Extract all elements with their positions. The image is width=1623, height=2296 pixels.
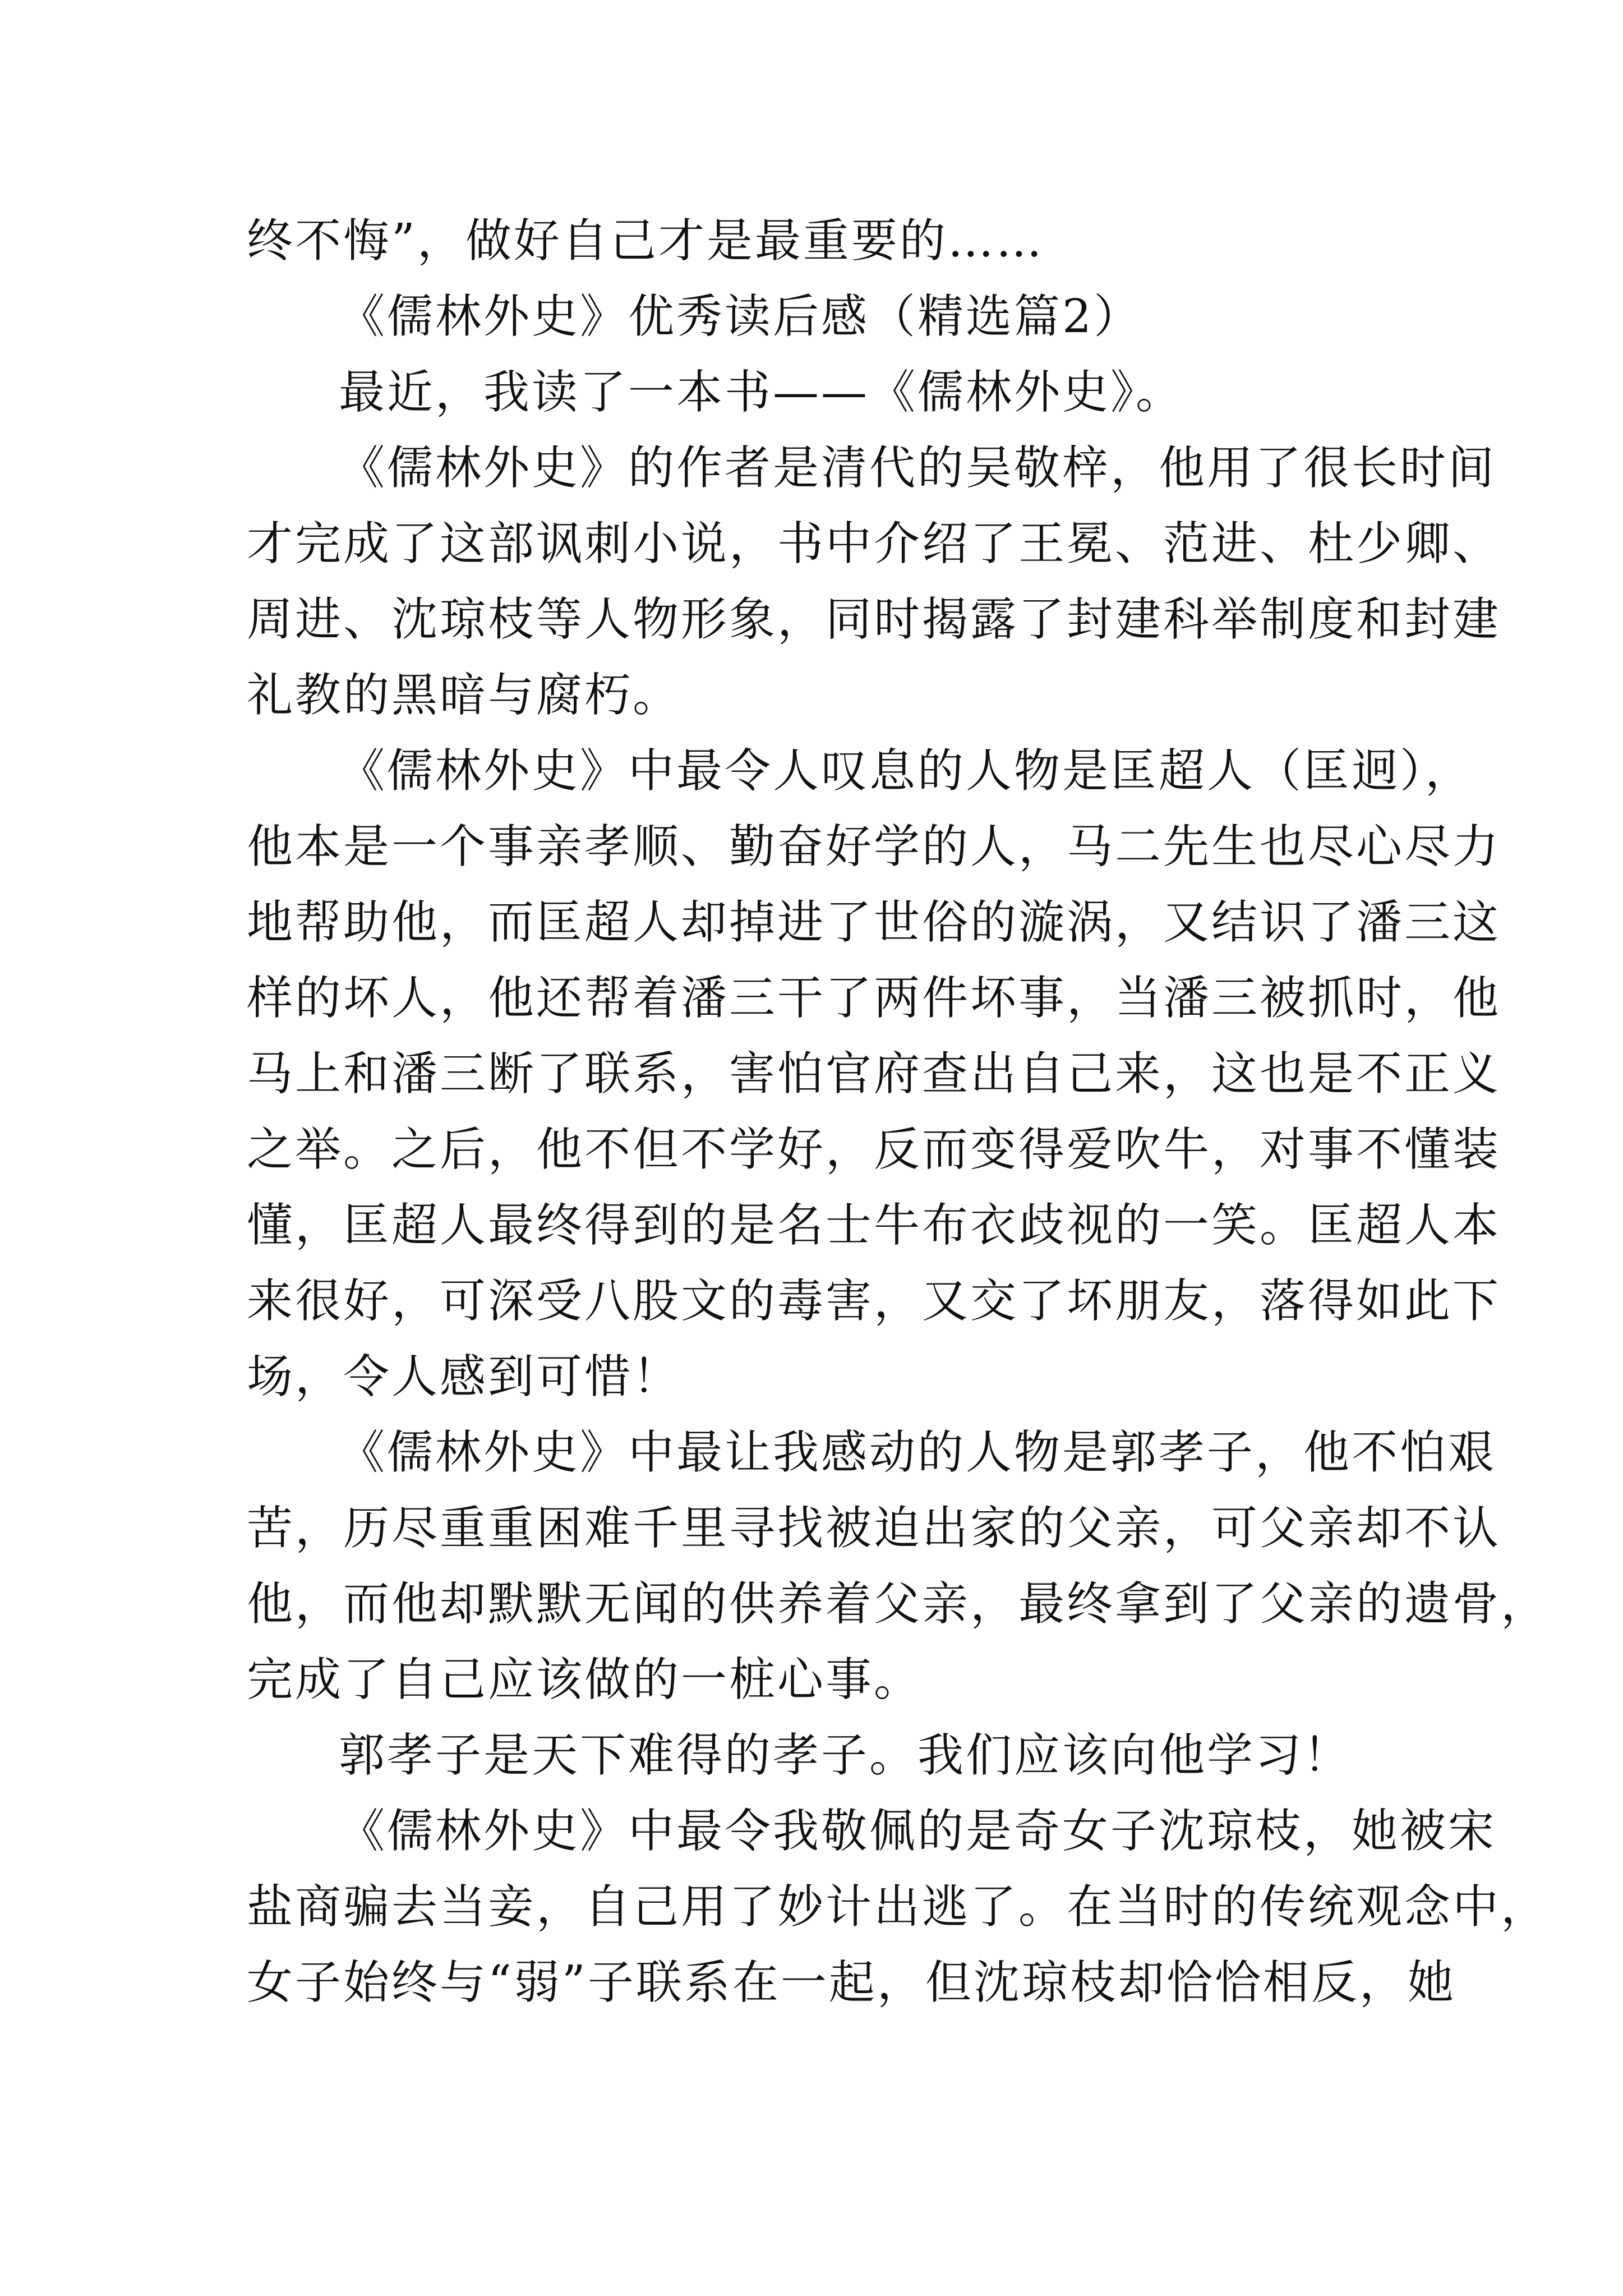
text-line: 礼教的黑暗与腐朽。 [247, 669, 681, 722]
text-line: 之举。之后，他不但不学好，反而变得爱吹牛，对事不懂装 [247, 1123, 1501, 1176]
text-line: 《儒林外史》的作者是清代的吴敬梓，他用了很长时间 [339, 441, 1497, 495]
text-line: 他本是一个事亲孝顺、勤奋好学的人，马二先生也尽心尽力 [247, 820, 1501, 873]
text-line: 才完成了这部讽刺小说，书中介绍了王冕、范进、杜少卿、 [247, 517, 1501, 570]
text-line: 样的坏人，他还帮着潘三干了两件坏事，当潘三被抓时，他 [247, 972, 1501, 1025]
text-line: 周进、沈琼枝等人物形象，同时揭露了封建科举制度和封建 [247, 593, 1501, 646]
text-line: 场，令人感到可惜！ [247, 1350, 681, 1404]
text-line: 他，而他却默默无闻的供养着父亲，最终拿到了父亲的遗骨， [247, 1577, 1550, 1631]
text-line: 马上和潘三断了联系，害怕官府查出自己来，这也是不正义 [247, 1047, 1501, 1101]
text-line: 来很好，可深受八股文的毒害，又交了坏朋友，落得如此下 [247, 1274, 1501, 1328]
text-line: 苦，历尽重重困难千里寻找被迫出家的父亲，可父亲却不认 [247, 1502, 1501, 1555]
text-line: 懂，匡超人最终得到的是名士牛布衣歧视的一笑。匡超人本 [247, 1199, 1501, 1252]
text-line: 郭孝子是天下难得的孝子。我们应该向他学习！ [339, 1729, 1352, 1782]
text-line: 女子始终与“弱”子联系在一起，但沈琼枝却恰恰相反，她 [247, 1956, 1456, 2009]
section-heading: 《儒林外史》优秀读后感（精选篇2） [339, 290, 1142, 343]
text-line: 地帮助他，而匡超人却掉进了世俗的漩涡，又结识了潘三这 [247, 896, 1501, 949]
text-line: 终不悔”，做好自己才是最重要的…… [247, 214, 1044, 268]
text-line: 《儒林外史》中最让我感动的人物是郭孝子，他不怕艰 [339, 1426, 1497, 1479]
text-line: 盐商骗去当妾，自己用了妙计出逃了。在当时的传统观念中， [247, 1880, 1550, 1934]
text-line: 《儒林外史》中最令我敬佩的是奇女子沈琼枝，她被宋 [339, 1805, 1497, 1858]
text-line: 完成了自己应该做的一桩心事。 [247, 1653, 923, 1706]
text-line: 《儒林外史》中最令人叹息的人物是匡超人（匡迥）， [339, 744, 1474, 798]
text-line: 最近，我读了一本书——《儒林外史》。 [339, 366, 1184, 419]
